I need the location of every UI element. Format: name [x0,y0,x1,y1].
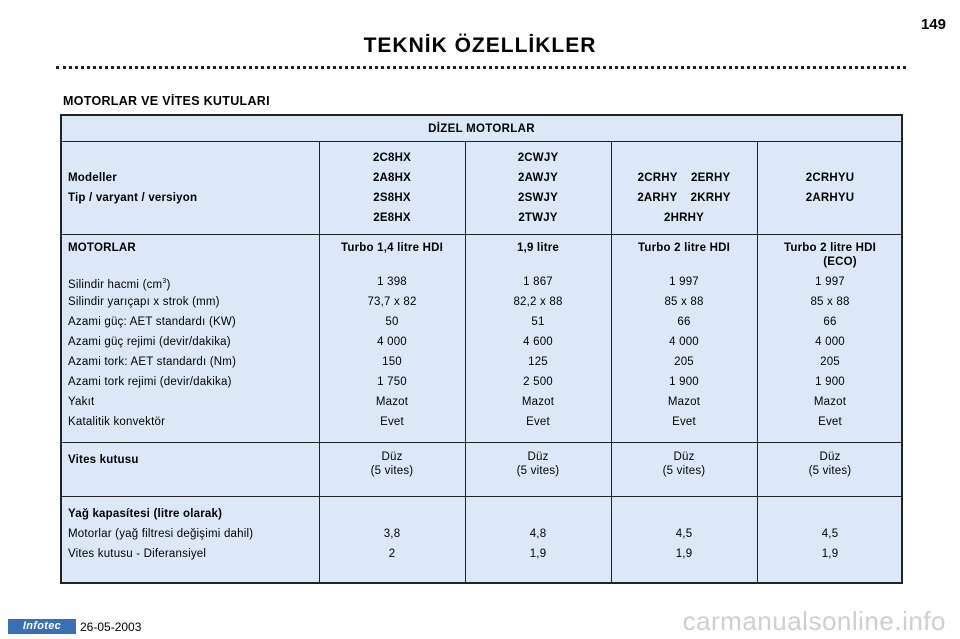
model-code: 2TWJY [518,212,558,224]
model-code: 2E8HX [373,212,411,224]
spec-value: 205 [674,356,694,368]
model-code: 2ARHY 2KRHY [637,192,731,204]
oil-value: 2 [388,548,396,560]
row-divider [62,496,901,497]
spec-value: 1 900 [815,376,845,388]
spec-value: 4 000 [815,336,845,348]
oil-value: 4,8 [529,528,547,540]
spec-value: 85 x 88 [810,296,850,308]
table-header: DİZEL MOTORLAR [62,116,901,142]
spec-label: Yakıt [68,396,95,408]
section-title: MOTORLAR VE VİTES KUTULARI [63,94,270,108]
spec-value: Mazot [521,396,555,408]
oil-value: 1,9 [529,548,547,560]
spec-value: 205 [820,356,840,368]
spec-value: Evet [672,416,696,428]
spec-value: 1 997 [669,276,699,288]
engine-name: 1,9 litre [516,242,560,254]
oil-capacity-label: Yağ kapasítesi (litre olarak) [68,508,223,520]
model-code: 2A8HX [372,172,412,184]
model-code: 2C8HX [372,152,412,164]
model-code: 2S8HX [373,192,411,204]
model-code: 2CRHY 2ERHY [637,172,731,184]
model-code: 2ARHYU [805,192,855,204]
spec-value: 51 [531,316,545,328]
models-label: Modeller [68,172,117,184]
spec-value: 1 398 [377,276,407,288]
footer-date: 26-05-2003 [80,620,142,634]
row-divider [62,234,901,235]
oil-row-label: Vites kutusu - Diferansiyel [68,548,207,560]
spec-value: 4 000 [377,336,407,348]
model-code: 2SWJY [518,192,558,204]
variant-label: Tip / varyant / versiyon [68,192,198,204]
engine-name: Turbo 2 litre HDI [638,242,730,254]
engine-name-eco: (ECO) [823,256,857,268]
spec-value: 4 600 [523,336,553,348]
gearbox-label: Vites kutusu [68,454,139,466]
spec-value: 150 [382,356,402,368]
spec-value: Evet [818,416,842,428]
spec-value: Mazot [375,396,409,408]
oil-value: 3,8 [383,528,401,540]
spec-label: Azami güç: AET standardı (KW) [68,316,236,328]
spec-value: 85 x 88 [664,296,704,308]
gearbox-value: Düz (5 vites) [808,451,852,477]
spec-label: Azami tork: AET standardı (Nm) [68,356,237,368]
spec-label: Azami güç rejimi (devir/dakika) [68,336,231,348]
oil-row-label: Motorlar (yağ filtresi değişimi dahil) [68,528,254,540]
spec-value: Evet [526,416,550,428]
spec-value: 73,7 x 82 [367,296,417,308]
row-divider [62,442,901,443]
spec-label: Silindir hacmi $(cm^3)$ [68,278,171,291]
model-code: 2HRHY [664,212,704,224]
infotec-logo: Infotec [8,619,76,634]
spec-value: Mazot [813,396,847,408]
spec-value: Mazot [667,396,701,408]
spec-label: Katalitik konvektör [68,416,166,428]
gearbox-value: Düz (5 vites) [370,451,414,477]
spec-label: Silindir yarıçapı x strok (mm) [68,296,220,308]
spec-table [60,114,903,584]
dotted-divider [56,66,906,69]
spec-value: 125 [528,356,548,368]
spec-value: 1 750 [377,376,407,388]
oil-value: 1,9 [821,548,839,560]
spec-value: 66 [677,316,691,328]
gearbox-value: Düz (5 vites) [662,451,706,477]
page-number: 149 [920,16,946,33]
oil-value: 4,5 [675,528,693,540]
model-code: 2AWJY [518,172,558,184]
gearbox-value: Düz (5 vites) [516,451,560,477]
engine-name: Turbo 1,4 litre HDI [341,242,443,254]
spec-value: 66 [823,316,837,328]
watermark: carmanualsonline.info [682,606,946,636]
engine-name: Turbo 2 litre HDI [784,242,876,254]
spec-value: 82,2 x 88 [513,296,563,308]
page-title: TEKNİK ÖZELLİKLER [363,34,597,57]
model-code: 2CRHYU [805,172,855,184]
spec-value: 1 997 [815,276,845,288]
spec-value: 2 500 [523,376,553,388]
model-code: 2CWJY [517,152,559,164]
engines-label: MOTORLAR [68,242,136,254]
spec-value: Evet [380,416,404,428]
spec-label: Azami tork rejimi (devir/dakika) [68,376,232,388]
spec-value: 4 000 [669,336,699,348]
spec-value: 1 900 [669,376,699,388]
oil-value: 4,5 [821,528,839,540]
oil-value: 1,9 [675,548,693,560]
spec-value: 1 867 [523,276,553,288]
spec-value: 50 [385,316,399,328]
